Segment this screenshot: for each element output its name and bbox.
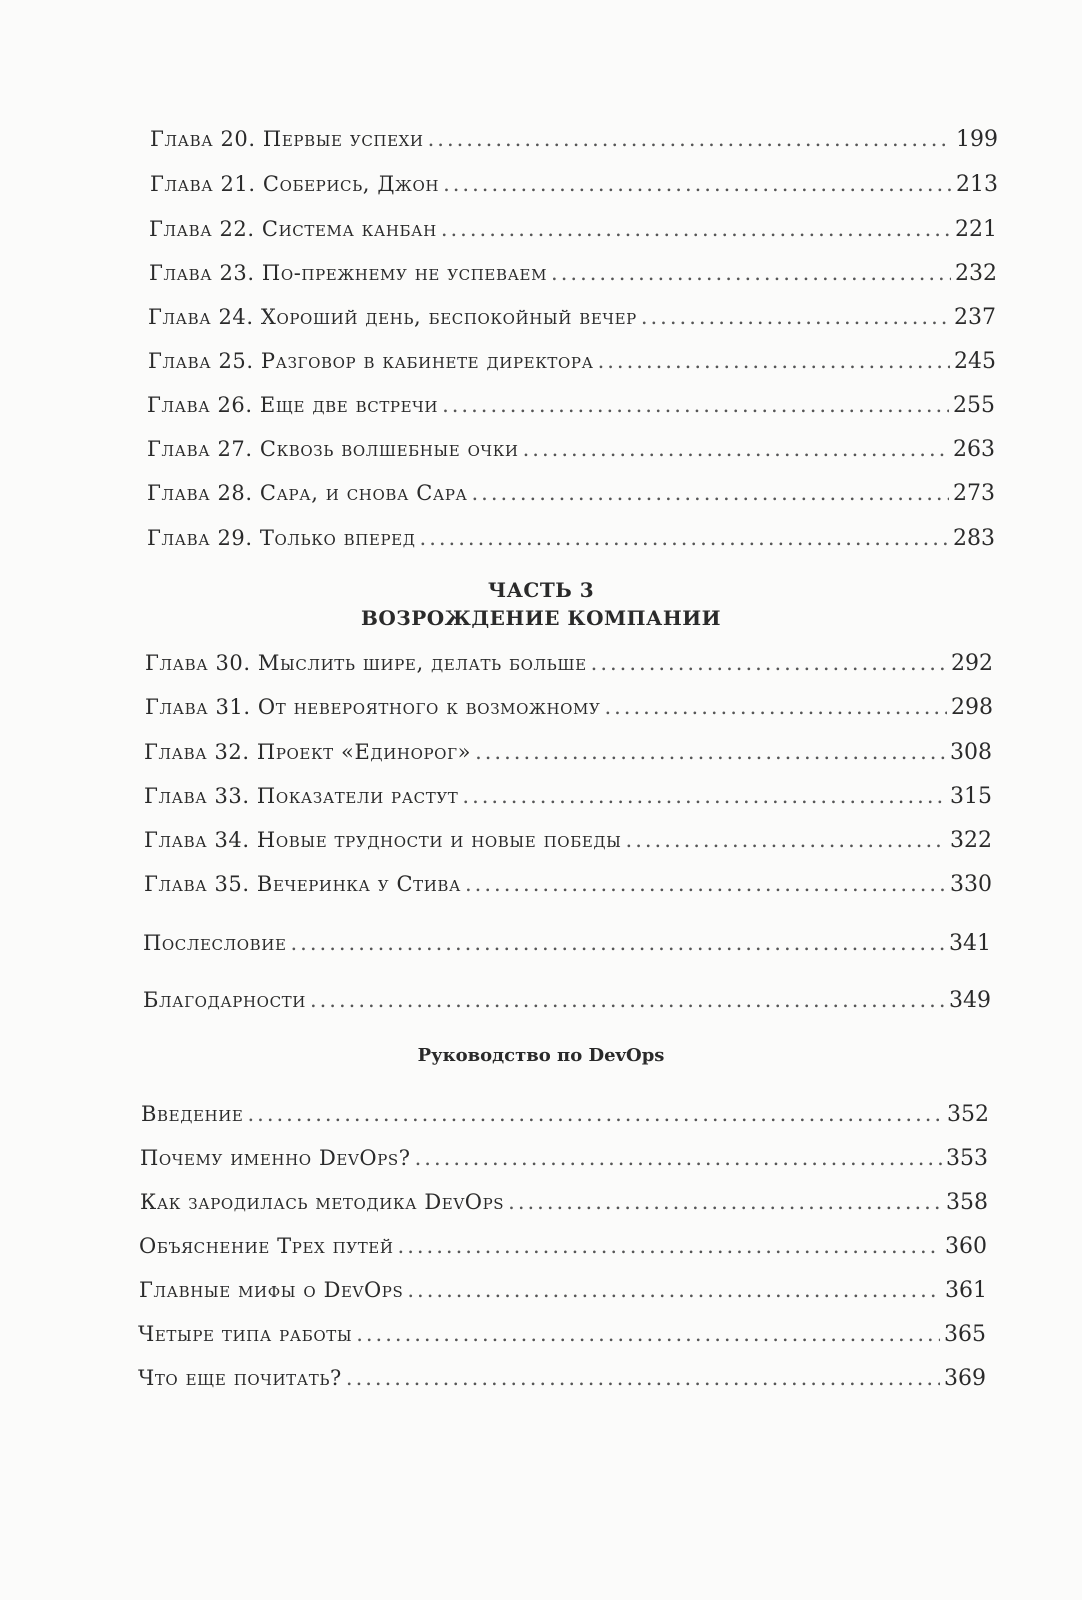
toc-entry	[147, 392, 995, 419]
toc-entry-page: 245	[954, 349, 996, 374]
toc-entry	[141, 1101, 989, 1128]
toc-entry-title: Глава 25. Разговор в кабинете директора	[148, 349, 594, 373]
toc-entry-title: Почему именно DevOps?	[140, 1146, 411, 1170]
toc-entry-title: Глава 26. Еще две встречи	[147, 393, 439, 417]
leader-dots	[247, 1101, 943, 1127]
toc-entry	[144, 739, 992, 766]
toc-entry-page: 330	[950, 872, 992, 897]
toc-entry	[138, 1321, 986, 1348]
toc-entry-page: 322	[950, 828, 992, 853]
leader-dots	[472, 480, 950, 506]
leader-dots	[475, 739, 946, 765]
toc-entry-page: 353	[946, 1146, 988, 1171]
toc-entry-title: Глава 27. Сквозь волшебные очки	[147, 437, 519, 461]
leader-dots	[443, 171, 952, 197]
toc-entry-page: 365	[944, 1322, 986, 1347]
leader-dots	[407, 1277, 941, 1303]
toc-entry-title: Благодарности	[143, 988, 306, 1012]
toc-entry	[150, 126, 998, 153]
toc-entry-title: Глава 35. Вечеринка у Стива	[144, 872, 461, 896]
toc-entry	[138, 1365, 986, 1392]
toc-entry-title: Главные мифы о DevOps	[139, 1278, 404, 1302]
toc-entry-page: 292	[951, 651, 993, 676]
toc-entry-page: 308	[950, 740, 992, 765]
toc-entry-page: 232	[955, 261, 997, 286]
toc-entry-page: 298	[951, 695, 993, 720]
toc-entry-thanks	[143, 987, 991, 1014]
toc-entry	[145, 650, 993, 677]
toc-entry-title: Глава 33. Показатели растут	[144, 784, 459, 808]
toc-entry-title: Глава 20. Первые успехи	[150, 127, 424, 151]
toc-entry-page: 358	[946, 1190, 988, 1215]
leader-dots	[310, 987, 945, 1013]
toc-entry	[149, 216, 997, 243]
toc-entry-page: 341	[949, 931, 991, 956]
toc-entry-page: 360	[945, 1234, 987, 1259]
toc-entry-page: 352	[947, 1102, 989, 1127]
leader-dots	[551, 260, 951, 286]
leader-dots	[346, 1365, 940, 1391]
leader-dots	[398, 1233, 941, 1259]
toc-entry	[149, 260, 997, 287]
toc-entry	[147, 480, 995, 507]
leader-dots	[465, 871, 946, 897]
toc-entry-title: Глава 34. Новые трудности и новые победы	[144, 828, 622, 852]
toc-entry	[140, 1145, 988, 1172]
toc-entry-title: Глава 22. Система канбан	[149, 217, 437, 241]
toc-entry-title: Глава 23. По-прежнему не успеваем	[149, 261, 548, 285]
toc-entry-title: Послесловие	[143, 931, 287, 955]
toc-entry-title: Как зародилась методика DevOps	[140, 1190, 505, 1214]
toc-entry-title: Глава 32. Проект «Единорог»	[144, 740, 472, 764]
toc-entry	[144, 827, 992, 854]
guide-heading: Руководство по DevOps	[417, 1045, 665, 1066]
toc-entry-page: 361	[945, 1278, 987, 1303]
toc-entry-afterword	[143, 930, 991, 957]
toc-entry-title: Глава 28. Сара, и снова Сара	[147, 481, 468, 505]
toc-entry-title: Четыре типа работы	[138, 1322, 353, 1346]
toc-entry	[148, 348, 996, 375]
toc-entry-page: 255	[953, 393, 995, 418]
toc-entry-title: Объяснение Трех путей	[139, 1234, 394, 1258]
toc-entry	[139, 1233, 987, 1260]
toc-entry-page: 349	[949, 988, 991, 1013]
toc-entry-page: 273	[953, 481, 995, 506]
leader-dots	[591, 650, 947, 676]
toc-entry-page: 263	[953, 437, 995, 462]
part-title: ВОЗРОЖДЕНИЕ КОМПАНИИ	[360, 606, 722, 630]
toc-entry	[145, 694, 993, 721]
toc-entry-page: 213	[956, 172, 998, 197]
leader-dots	[462, 783, 946, 809]
toc-entry	[148, 304, 996, 331]
toc-entry	[139, 1277, 987, 1304]
toc-entry	[144, 783, 992, 810]
leader-dots	[428, 126, 952, 152]
leader-dots	[420, 525, 949, 551]
leader-dots	[598, 348, 950, 374]
toc-entry-page: 283	[953, 526, 995, 551]
leader-dots	[523, 436, 949, 462]
toc-entry-page: 315	[950, 784, 992, 809]
part-label: ЧАСТЬ 3	[487, 578, 595, 602]
leader-dots	[441, 216, 951, 242]
toc-entry-page: 221	[955, 217, 997, 242]
leader-dots	[604, 694, 947, 720]
leader-dots	[641, 304, 950, 330]
toc-entry-title: Глава 30. Мыслить шире, делать больше	[145, 651, 587, 675]
leader-dots	[442, 392, 949, 418]
leader-dots	[508, 1189, 942, 1215]
toc-entry	[140, 1189, 988, 1216]
toc-entry	[147, 436, 995, 463]
toc-entry-page: 369	[944, 1366, 986, 1391]
toc-entry-title: Глава 29. Только вперед	[147, 526, 416, 550]
toc-entry-page: 199	[956, 127, 998, 152]
leader-dots	[291, 930, 946, 956]
toc-entry-title: Глава 31. От невероятного к возможному	[145, 695, 601, 719]
toc-entry	[147, 525, 995, 552]
leader-dots	[626, 827, 946, 853]
toc-entry-page: 237	[954, 305, 996, 330]
toc-entry	[150, 171, 998, 198]
toc-entry	[144, 871, 992, 898]
leader-dots	[415, 1145, 942, 1171]
toc-entry-title: Что еще почитать?	[138, 1366, 342, 1390]
toc-entry-title: Глава 21. Соберись, Джон	[150, 172, 440, 196]
toc-entry-title: Глава 24. Хороший день, беспокойный вечер	[148, 305, 637, 329]
toc-entry-title: Введение	[141, 1102, 244, 1126]
leader-dots	[356, 1321, 940, 1347]
